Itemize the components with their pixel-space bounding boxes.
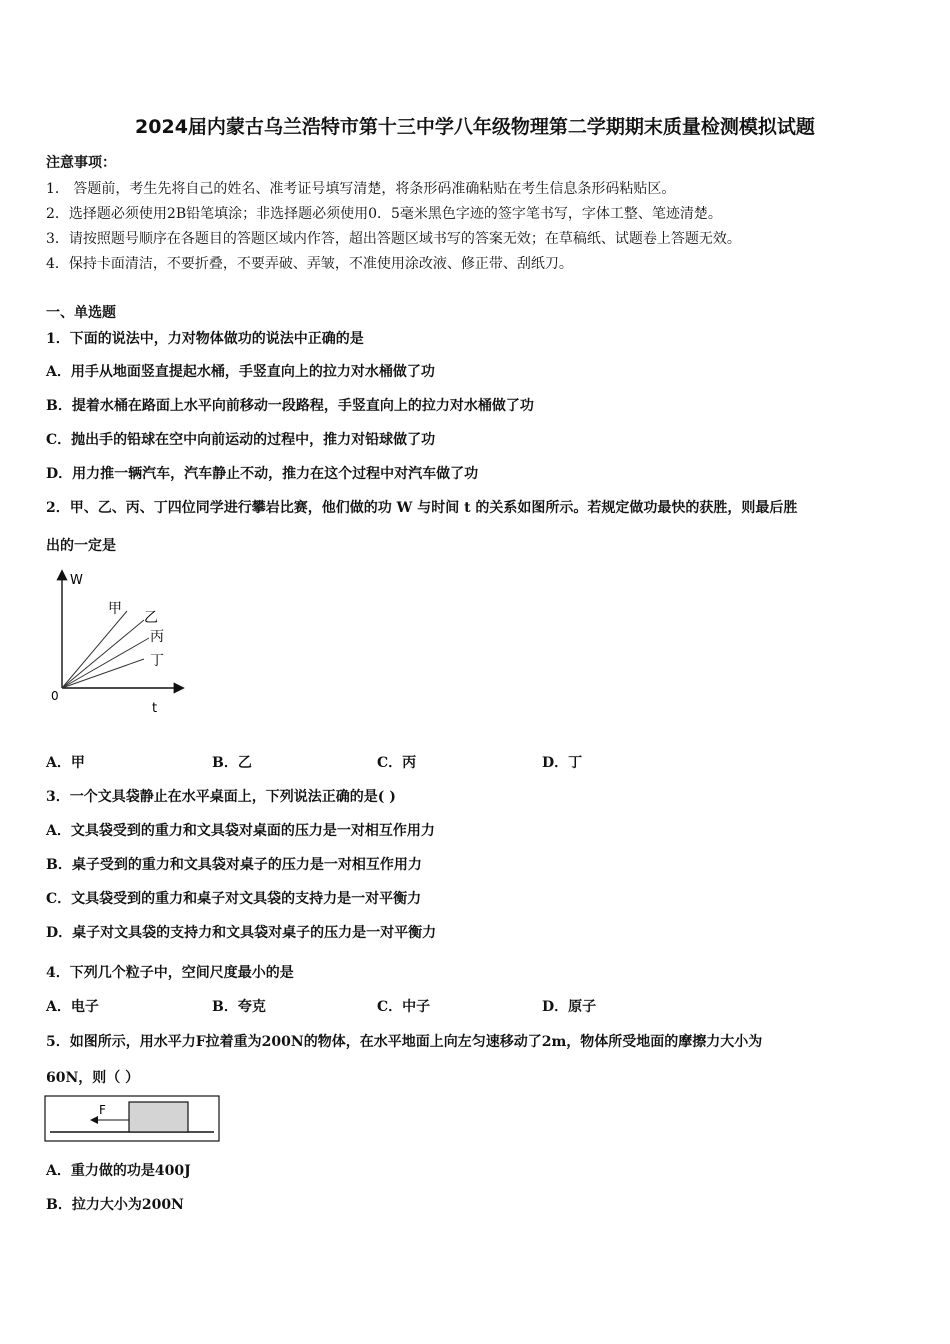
notice-item: 3．请按照题号顺序在各题目的答题区域内作答，超出答题区域书写的答案无效；在草稿纸、试题卷上答题无效。 bbox=[46, 231, 741, 247]
question-4-stem: 4．下列几个粒子中，空间尺度最小的是 bbox=[46, 965, 294, 981]
block bbox=[129, 1102, 188, 1132]
question-5-stem-cont: 60N，则（ ） bbox=[46, 1070, 140, 1086]
question-1-option-c: C．抛出手的铅球在空中向前运动的过程中，推力对铅球做了功 bbox=[46, 432, 436, 448]
work-time-graph bbox=[44, 566, 194, 716]
graph-label-jia: 甲 bbox=[108, 601, 122, 617]
x-axis-label: t bbox=[152, 701, 158, 716]
question-3-option-d: D．桌子对文具袋的支持力和文具袋对桌子的压力是一对平衡力 bbox=[46, 925, 437, 941]
question-4-options bbox=[46, 996, 906, 1016]
section-heading: 一、单选题 bbox=[46, 305, 116, 321]
question-3-option-a: A．文具袋受到的重力和文具袋对桌面的压力是一对相互作用力 bbox=[46, 823, 435, 839]
question-2-stem-cont: 出的一定是 bbox=[46, 538, 116, 554]
question-2-options bbox=[46, 752, 906, 772]
question-2-stem: 2．甲、乙、丙、丁四位同学进行攀岩比赛，他们做的功 W 与时间 t 的关系如图所示。若规定做功最快的获胜，则最后胜 bbox=[46, 500, 798, 516]
question-1-option-a: A．用手从地面竖直提起水桶，手竖直向上的拉力对水桶做了功 bbox=[46, 364, 435, 380]
question-2-option-d: D．丁 bbox=[542, 755, 583, 771]
question-5-option-a: A．重力做的功是400J bbox=[46, 1163, 191, 1179]
question-1-option-b: B．提着水桶在路面上水平向前移动一段路程，手竖直向上的拉力对水桶做了功 bbox=[46, 398, 534, 414]
graph-label-yi: 乙 bbox=[144, 610, 158, 626]
question-5-stem: 5．如图所示，用水平力F拉着重为200N的物体，在水平地面上向左匀速移动了2m，物体所受地面的摩擦力大小为 bbox=[46, 1034, 763, 1050]
question-5-option-b: B．拉力大小为200N bbox=[46, 1197, 184, 1213]
force-label: F bbox=[99, 1103, 106, 1117]
question-3-stem: 3．一个文具袋静止在水平桌面上，下列说法正确的是( ) bbox=[46, 789, 396, 805]
question-2-option-c: C．丙 bbox=[377, 755, 417, 771]
question-4-option-d: D．原子 bbox=[542, 999, 597, 1015]
question-2-option-a: A．甲 bbox=[46, 755, 85, 771]
question-2-option-b: B．乙 bbox=[212, 755, 252, 771]
graph-line-bing bbox=[62, 638, 149, 688]
y-axis-label: W bbox=[70, 573, 83, 588]
page-title: 2024届内蒙古乌兰浩特市第十三中学八年级物理第二学期期末质量检测模拟试题 bbox=[135, 116, 815, 138]
force-figure bbox=[44, 1095, 221, 1143]
graph-line-yi bbox=[62, 620, 144, 688]
notice-heading: 注意事项： bbox=[46, 155, 116, 171]
question-1-stem: 1．下面的说法中，力对物体做功的说法中正确的是 bbox=[46, 331, 364, 347]
notice-item: 2．选择题必须使用2B铅笔填涂；非选择题必须使用0．5毫米黑色字迹的签字笔书写，字体工整、笔迹清楚。 bbox=[46, 206, 722, 222]
question-4-option-a: A．电子 bbox=[46, 999, 99, 1015]
origin-label: 0 bbox=[51, 689, 59, 703]
graph-label-bing: 丙 bbox=[150, 629, 164, 645]
question-1-option-d: D．用力推一辆汽车，汽车静止不动，推力在这个过程中对汽车做了功 bbox=[46, 466, 479, 482]
question-4-option-c: C．中子 bbox=[377, 999, 431, 1015]
question-4-option-b: B．夸克 bbox=[212, 999, 266, 1015]
question-3-option-c: C．文具袋受到的重力和桌子对文具袋的支持力是一对平衡力 bbox=[46, 891, 422, 907]
notice-item: 1． 答题前，考生先将自己的姓名、准考证号填写清楚，将条形码准确粘贴在考生信息条形码粘贴区。 bbox=[46, 181, 676, 197]
question-3-option-b: B．桌子受到的重力和文具袋对桌子的压力是一对相互作用力 bbox=[46, 857, 422, 873]
graph-label-ding: 丁 bbox=[150, 653, 164, 669]
notice-item: 4．保持卡面清洁，不要折叠，不要弄破、弄皱，不准使用涂改液、修正带、刮纸刀。 bbox=[46, 256, 573, 272]
